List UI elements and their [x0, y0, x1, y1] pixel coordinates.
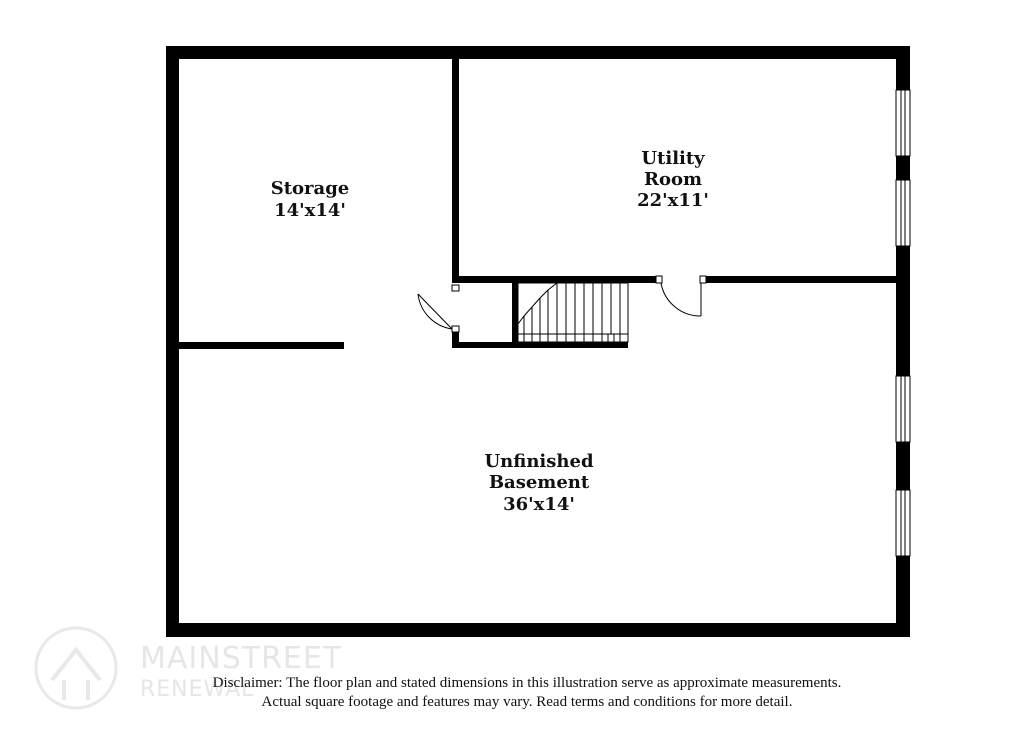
wall-right-seg5 — [896, 556, 910, 637]
wall-utility-bottom-right — [704, 276, 896, 283]
watermark-line2: RENEWAL — [140, 677, 255, 702]
wall-storage-bottom — [179, 342, 344, 349]
wall-right-seg2 — [896, 156, 910, 180]
staircase — [518, 283, 628, 342]
room-basement-dims: 36'x14' — [503, 494, 575, 515]
room-storage-dims: 14'x14' — [274, 200, 346, 221]
disclaimer-line2: Actual square footage and features may vary. Read terms and conditions for more detail. — [261, 694, 793, 710]
wall-bottom — [166, 623, 910, 637]
room-utility — [637, 148, 709, 211]
door-utility — [661, 283, 701, 316]
room-basement — [484, 451, 593, 515]
wall-right-seg4 — [896, 442, 910, 490]
room-basement-name-line1: Unfinished — [484, 451, 594, 472]
window-1 — [896, 90, 910, 156]
window-2 — [896, 180, 910, 246]
room-utility-dims: 22'x11' — [637, 190, 709, 211]
window-4 — [896, 490, 910, 556]
wall-right-seg3 — [896, 246, 910, 376]
room-storage-name: Storage — [270, 178, 350, 199]
disclaimer-line1: Disclaimer: The floor plan and stated dimensions in this illustration serve as approximate measurements. — [212, 675, 842, 691]
room-utility-name-line1: Utility — [641, 148, 705, 169]
wall-right-seg1 — [896, 46, 910, 90]
wall-stair-bottom — [452, 342, 628, 348]
room-storage — [271, 178, 350, 221]
room-basement-name-line2: Basement — [488, 472, 590, 493]
wall-utility-bottom-left — [452, 276, 658, 283]
wall-storage-utility — [452, 59, 459, 282]
wall-top — [166, 46, 910, 59]
window-3 — [896, 376, 910, 442]
door-closet — [418, 294, 452, 329]
room-utility-name-line2: Room — [643, 169, 703, 190]
wall-stair-left — [512, 283, 518, 348]
wall-left — [166, 46, 179, 637]
watermark-line1: MAINSTREET — [140, 641, 343, 676]
